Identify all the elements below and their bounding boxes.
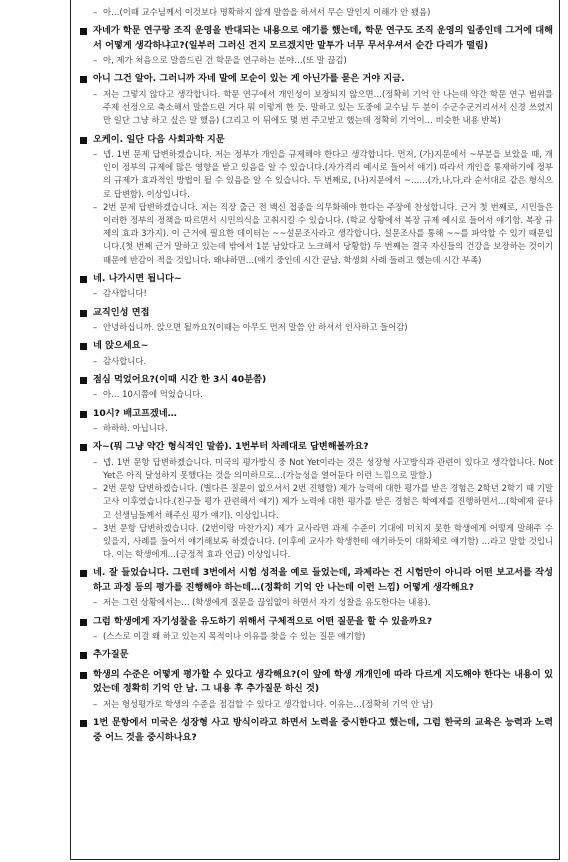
question-label: 오케이. 일단 다음 사회과학 지문 bbox=[93, 133, 225, 145]
dash-marker: – bbox=[93, 389, 98, 400]
dash-marker: – bbox=[93, 423, 98, 434]
answer-text bbox=[79, 201, 553, 267]
question-label: 교직인성 면접 bbox=[93, 306, 150, 318]
qa-block bbox=[79, 648, 553, 663]
question-label: 네. 잘 들었습니다. 그런데 3번에서 시험 성적을 예로 들었는데, 과제라는 건 시험만이 아니라 어떤 보고서를 작성하고 과정 등의 평가를 진행해야 하는데…(정확히 기억 안 나는데 이런 느낌) 어떻게 생각해요? bbox=[93, 567, 553, 593]
question-text bbox=[79, 133, 553, 148]
answer-label: 넵. 1번 문항 답변하겠습니다. 미국의 평가방식 중 Not Yet이라는 것은 성장형 사고방식과 관련이 있다고 생각합니다. Not Yet은 아직 달성하지 못했다는 것을 의미하므로…(가능성을 열어둔다 이런 느낌으로 말함.) bbox=[103, 456, 553, 481]
bullet-square-icon bbox=[80, 619, 87, 626]
answer-label: 감사합니다! bbox=[103, 288, 147, 299]
question-label: 1번 문항에서 미국은 성장형 사고 방식이라고 하면서 노력을 중시한다고 했는데, 그럼 한국의 교육은 능력과 노력 중 어느 것을 중시하나요? bbox=[93, 717, 553, 743]
answer-text bbox=[79, 630, 553, 643]
question-label: 자네가 학문 연구랑 조직 운영을 반대되는 내용으로 얘기를 했는데, 학문 연구도 조직 운영의 일종인데 그거에 대해서 어떻게 생각하냐고?(일부러 그러신 건지 모르겠지만 말투가 너무 무서우셔서 순간 다리가 떨림) bbox=[93, 25, 553, 51]
question-label: 10시? 배고프겠네… bbox=[93, 407, 177, 419]
answer-label: (스스로 이걸 왜 하고 있는지 목적이나 이유를 찾을 수 있는 질문 얘기함) bbox=[103, 631, 366, 642]
answer-label: 아…(이때 교수님께서 이것보다 명확하지 않게 말씀을 하셔서 무슨 말인지 이해가 안 됐음) bbox=[103, 7, 431, 17]
question-text bbox=[79, 373, 553, 388]
question-text bbox=[79, 668, 553, 697]
bullet-square-icon bbox=[80, 570, 87, 577]
bullet-square-icon bbox=[80, 720, 87, 727]
bullet-square-icon bbox=[80, 310, 87, 317]
dash-marker: – bbox=[93, 355, 98, 366]
answer-text bbox=[79, 287, 553, 300]
qa-block bbox=[79, 24, 553, 67]
qa-block bbox=[79, 407, 553, 436]
dash-marker: – bbox=[93, 522, 98, 533]
bullet-square-icon bbox=[80, 276, 87, 283]
qa-block bbox=[79, 272, 553, 301]
dash-marker: – bbox=[93, 631, 98, 642]
answer-text bbox=[79, 54, 553, 67]
question-text bbox=[79, 566, 553, 595]
answer-text bbox=[79, 522, 553, 562]
answer-text bbox=[79, 88, 553, 128]
answer-label: 2번 문항 답변하겠습니다. (별다른 질문이 없으셔서 2번 진행함) 제가 능력에 대한 평가를 받은 경험은 2학년 2학기 때 기말고사 이후였습니다.(친구들 평가 관련해서 얘기) 제가 노력에 대한 평가를 받은 경험은 학예제를 진행하면서…(학예제 끝나고 선생님들께서 해주신 평가 얘기). 이상입니다. bbox=[103, 483, 553, 520]
answer-label: 저는 형성평가로 학생의 수준을 점검할 수 있다고 생각합니다. 이유는…(정확히 기억 안 남) bbox=[103, 698, 434, 709]
answer-text bbox=[79, 456, 553, 482]
dash-marker: – bbox=[93, 456, 98, 467]
document-page bbox=[70, 0, 560, 860]
bullet-square-icon bbox=[80, 76, 87, 83]
question-text bbox=[79, 306, 553, 321]
question-text bbox=[79, 24, 553, 53]
dash-marker: – bbox=[93, 55, 98, 66]
qa-block bbox=[79, 6, 553, 19]
question-text bbox=[79, 648, 553, 663]
question-text bbox=[79, 272, 553, 287]
qa-block bbox=[79, 615, 553, 644]
question-text bbox=[79, 440, 553, 455]
dash-marker: – bbox=[93, 698, 98, 709]
bullet-square-icon bbox=[80, 444, 87, 451]
question-text bbox=[79, 72, 553, 87]
bullet-square-icon bbox=[80, 137, 87, 144]
question-label: 네 앉으세요~ bbox=[93, 340, 149, 352]
answer-text bbox=[79, 422, 553, 435]
bullet-square-icon bbox=[80, 652, 87, 659]
qa-block bbox=[79, 339, 553, 368]
answer-label: 2번 문제 답변하겠습니다. 저는 직장 출근 전 백신 접종을 의무화해야 한다는 주장에 찬성합니다. 근거 첫 번째로, 시민들은 이러한 정부의 정책을 따르면서 시민의식을 고취시킬 수 있습니다. (학교 상황에서 복장 규제 예시로 들어서 얘기함. 복장 규제의 효과 3가지). 이 근거에 필요한 데이터는 ~~설문조사라고 생각합니다. 설문조사를 통해 ~~를 파악할 수 있기 때문입니다.(첫 번째 근거 말하고 있는데 밖에서 1분 남았다고 노크해서 당황함) 두 번째는 결국 자신들의 건강을 보장하는 것이기 때문에 반감이 적을 것입니다. 왜냐하면…(얘기 중인데 시간 끝남. 학생회 사례 들려고 했는데 시간 부족) bbox=[103, 201, 553, 265]
question-label: 자~(뭐 그냥 약간 형식적인 말씀). 1번부터 차례대로 답변해볼까요? bbox=[93, 441, 369, 453]
bullet-square-icon bbox=[80, 411, 87, 418]
qa-block bbox=[79, 72, 553, 127]
dash-marker: – bbox=[93, 7, 98, 17]
answer-text bbox=[79, 596, 553, 609]
answer-label: 감사합니다. bbox=[103, 355, 147, 366]
dash-marker: – bbox=[93, 322, 98, 333]
question-label: 그럼 학생에게 자기성찰을 유도하기 위해서 구체적으로 어떤 질문을 할 수 있을까요? bbox=[93, 615, 433, 627]
question-label: 학생의 수준은 어떻게 평가할 수 있다고 생각해요?(이 앞에 학생 개개인에 따라 다르게 지도해야 한다는 내용이 있었는데 정확히 기억 안 남. 그 내용 후 추가질문 하신 것) bbox=[93, 668, 553, 695]
answer-text bbox=[79, 698, 553, 711]
bullet-square-icon bbox=[80, 28, 87, 35]
qa-block bbox=[79, 566, 553, 609]
question-label: 추가질문 bbox=[93, 649, 129, 661]
question-label: 아니 그건 알아. 그러니까 자네 말에 모순이 있는 게 아닌가를 묻은 거야 지금. bbox=[93, 73, 405, 85]
question-text bbox=[79, 716, 553, 745]
qa-block bbox=[79, 306, 553, 335]
question-text bbox=[79, 339, 553, 354]
answer-text bbox=[79, 355, 553, 368]
qa-block bbox=[79, 716, 553, 745]
answer-label: 3번 문항 답변하겠습니다. (2번이랑 마찬가지) 제가 교사라면 과제 수준이 기대에 미치지 못한 학생에게 어떻게 말해주 수 있을지, 사례를 들어서 얘기해보록 하겠습니다. (이후에 교사가 학생한테 얘기하듯이 대화체로 얘기함) …라고 말할 것입니다. 이는 학생에게…(긍정적 효과 언급) 이상입니다. bbox=[103, 522, 553, 560]
qa-block bbox=[79, 133, 553, 267]
answer-text bbox=[79, 321, 553, 334]
answer-label: 저는 그렇지 않다고 생각합니다. 학문 연구에서 개인성이 보장되지 않으면…(정확히 기억 안 나는데 약간 학문 연구 범위를 주제 선정으로 축소해서 말씀드린 거다 뭐 이렇게 한 듯. 말하고 있는 도중에 교수님 두 분이 수군수군거리셔서 신경 쓰였지만 일단 그냥 하고 싶은 말 했음) (그리고 이 뒤에도 몇 번 주고받고 했는데 정확히 기억이… 비슷한 내용 반복) bbox=[103, 88, 553, 126]
qa-block bbox=[79, 440, 553, 561]
bullet-square-icon bbox=[80, 377, 87, 384]
answer-text bbox=[79, 482, 553, 522]
answer-text bbox=[79, 388, 553, 401]
dash-marker: – bbox=[93, 597, 98, 608]
dash-marker: – bbox=[93, 201, 98, 212]
dash-marker: – bbox=[93, 288, 98, 299]
answer-label: 넵. 1번 문제 답변하겠습니다. 저는 정부가 개인을 규제해야 한다고 생각합니다. 먼저, (가)지문에서 ~부분을 보았을 때, 개인이 정부의 규제에 많은 영향을 받고 있음을 알 수 있습니다.(자가격리 예시로 들어서 얘기) 따라서 개인을 통제하기에 정부의 규제가 효과적인 방법이 될 수 있음을 알 수 있습니다. 두 번째로, (나)지문에서 ~……(가,나,다,라 순서대로 같은 형식으로 답변함). 이상입니다. bbox=[103, 149, 553, 199]
answer-label: 아, 제가 처음으로 말씀드린 건 학문을 연구하는 분야…(또 말 끊김) bbox=[103, 55, 347, 66]
dash-marker: – bbox=[93, 149, 98, 160]
qa-block bbox=[79, 668, 553, 711]
answer-text bbox=[79, 6, 553, 19]
bullet-square-icon bbox=[80, 672, 87, 679]
dash-marker: – bbox=[93, 483, 98, 494]
bullet-square-icon bbox=[80, 343, 87, 350]
answer-label: 저는 그런 상황에서는… (학생에게 질문을 끊임없이 하면서 자기 성찰을 유도한다는 내용). bbox=[103, 597, 431, 608]
question-text bbox=[79, 615, 553, 630]
question-text bbox=[79, 407, 553, 422]
question-label: 네. 나가시면 됩니다~ bbox=[93, 272, 182, 284]
dash-marker: – bbox=[93, 88, 98, 99]
answer-label: 하하하. 아닙니다. bbox=[103, 423, 168, 434]
answer-text bbox=[79, 148, 553, 201]
answer-label: 아… 10시쯤에 먹었습니다. bbox=[103, 389, 203, 400]
question-label: 점심 먹었어요?(이때 시간 한 3시 40분쯤) bbox=[93, 373, 267, 385]
qa-block bbox=[79, 373, 553, 402]
answer-label: 안녕하십니까. 앉으면 될까요?(이때는 아무도 먼저 말씀 안 하셔서 인사하고 들어감) bbox=[103, 322, 408, 333]
